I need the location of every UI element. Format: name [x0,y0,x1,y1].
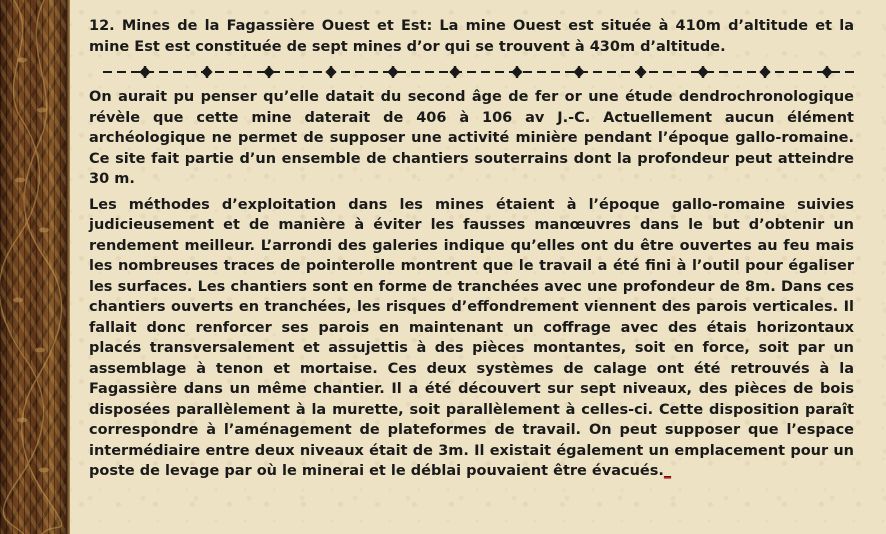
trailing-link[interactable]: _ [663,463,672,479]
border-edge-shadow [66,0,70,534]
paragraph-methods [89,195,854,482]
paragraph-intro: 12. Mines de la Fagassière Ouest et Est: La mine Ouest est située à 410m d’altitude et la mine Est est constituée de sept mines d’or qui se trouvent à 430m d’altitude. [89,18,854,55]
vine-ornament-icon [0,0,66,534]
paragraph-dating: On aurait pu penser qu’elle datait du second âge de fer or une étude dendrochronologique révèle que cette mine daterait de 406 à 106 av J.-C. Actuellement aucun élément archéologique ne permet de supposer une activité minière pendant l’époque gallo-romaine. Ce site fait partie d’un ensemble de chantiers souterrains dont la profondeur peut atteindre 30 m. [89,89,854,187]
decorative-wood-border [0,0,66,534]
paragraph-methods-text: Les méthodes d’exploitation dans les mines étaient à l’époque gallo-romaine suivies judicieusement et de manière à éviter les fausses manœuvres dans le but d’obtenir un rendement meilleur. L’arrondi des galeries indique qu’elles ont du être ouvertes au feu mais les nombreuses traces de pointerolle montrent que le travail a été fini à l’outil pour égaliser les surfaces. Les chantiers sont en forme de tranchées avec une profondeur de 8m. Dans ces chantiers ouverts en tranchées, les risques d’effondrement viennent des parois verticales. Il fallait donc renforcer ses parois en maintenant un coffrage avec des étais horizontaux placés transversalement et assujettis à des pièces montantes, soit en force, soit par un assemblage à tenon et mortaise. Ces deux systèmes de calage ont été retrouvés à la Fagassière dans un même chantier. Il a été découvert sur sept niveaux, des pièces de bois disposées parallèlement à la murette, soit parallèlement à celles-ci. Cette disposition paraît correspondre à l’aménagement de plateformes de travail. On peut supposer que l’espace intermédiaire entre deux niveaux était de 3m. Il existait également un emplacement pour un poste de levage par où le minerai et le déblai pouvaient être évacués. [89,196,854,479]
document-body [89,16,854,482]
chain-divider-icon [103,65,855,79]
